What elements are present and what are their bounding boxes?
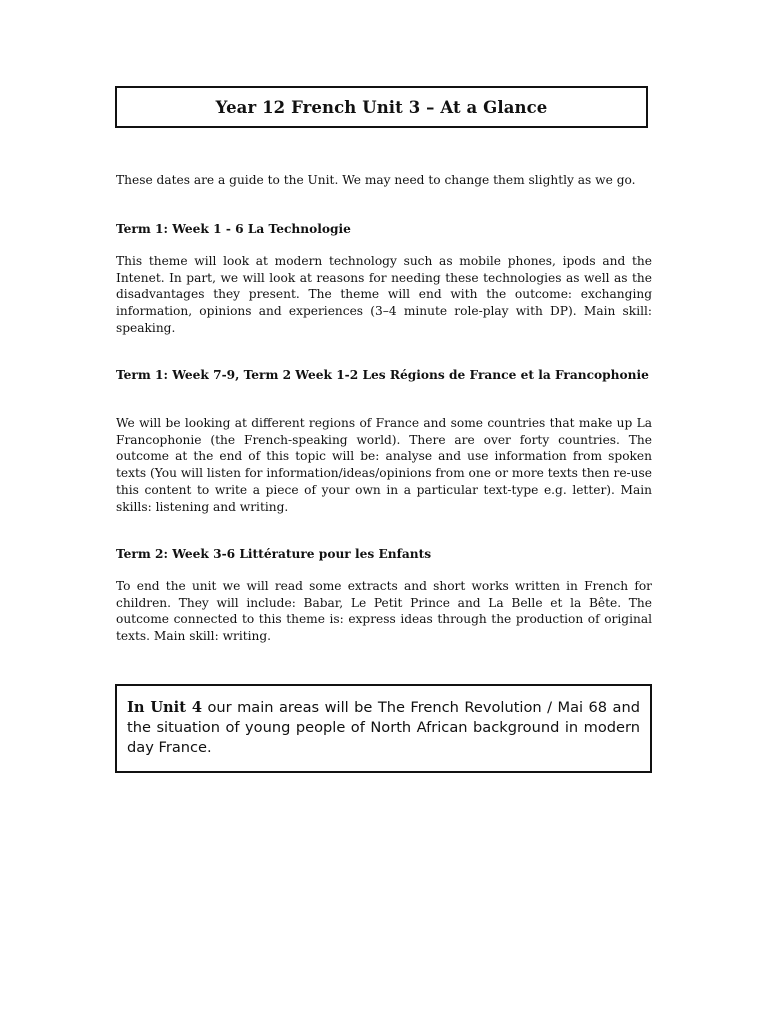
section-heading-litterature: Term 2: Week 3-6 Littérature pour les Enfants [116,547,432,561]
section-body-technologie: This theme will look at modern technology such as mobile phones, ipods and the Intenet. In part, we will look at reasons for needing these technologies as well as the disadvantages they present. The theme will end with the outcome: exchanging information, opinions and experiences (3–4 minute role-play with DP). Main skill: speaking. [116,254,652,335]
section-body-regions: We will be looking at different regions of France and some countries that make up La Francophonie (the French-speaking world). There are over forty countries. The outcome at the end of this topic will be: analyse and use information from spoken texts (You will listen for information/ideas/opinions from one or more texts then re-use this content to write a piece of your own in a particular text-type e.g. letter). Main skills: listening and writing. [116,416,652,514]
unit4-lead: In Unit 4 [127,699,202,716]
unit4-paragraph [127,698,640,758]
section-heading-regions: Term 1: Week 7-9, Term 2 Week 1-2 Les Régions de France et la Francophonie [116,368,649,382]
title-box [115,86,648,128]
intro-text: These dates are a guide to the Unit. We may need to change them slightly as we go. [116,173,636,187]
unit4-box [115,684,652,773]
section-body-litterature: To end the unit we will read some extracts and short works written in French for children. They will include: Babar, Le Petit Prince and La Belle et la Bête. The outcome connected to this theme is: express ideas through the production of original texts. Main skill: writing. [116,579,652,644]
document-title: Year 12 French Unit 3 – At a Glance [215,97,548,117]
unit4-text: our main areas will be The French Revolution / Mai 68 and the situation of young people of North African background in modern day France. [127,699,640,756]
section-heading-technologie: Term 1: Week 1 - 6 La Technologie [116,222,351,236]
